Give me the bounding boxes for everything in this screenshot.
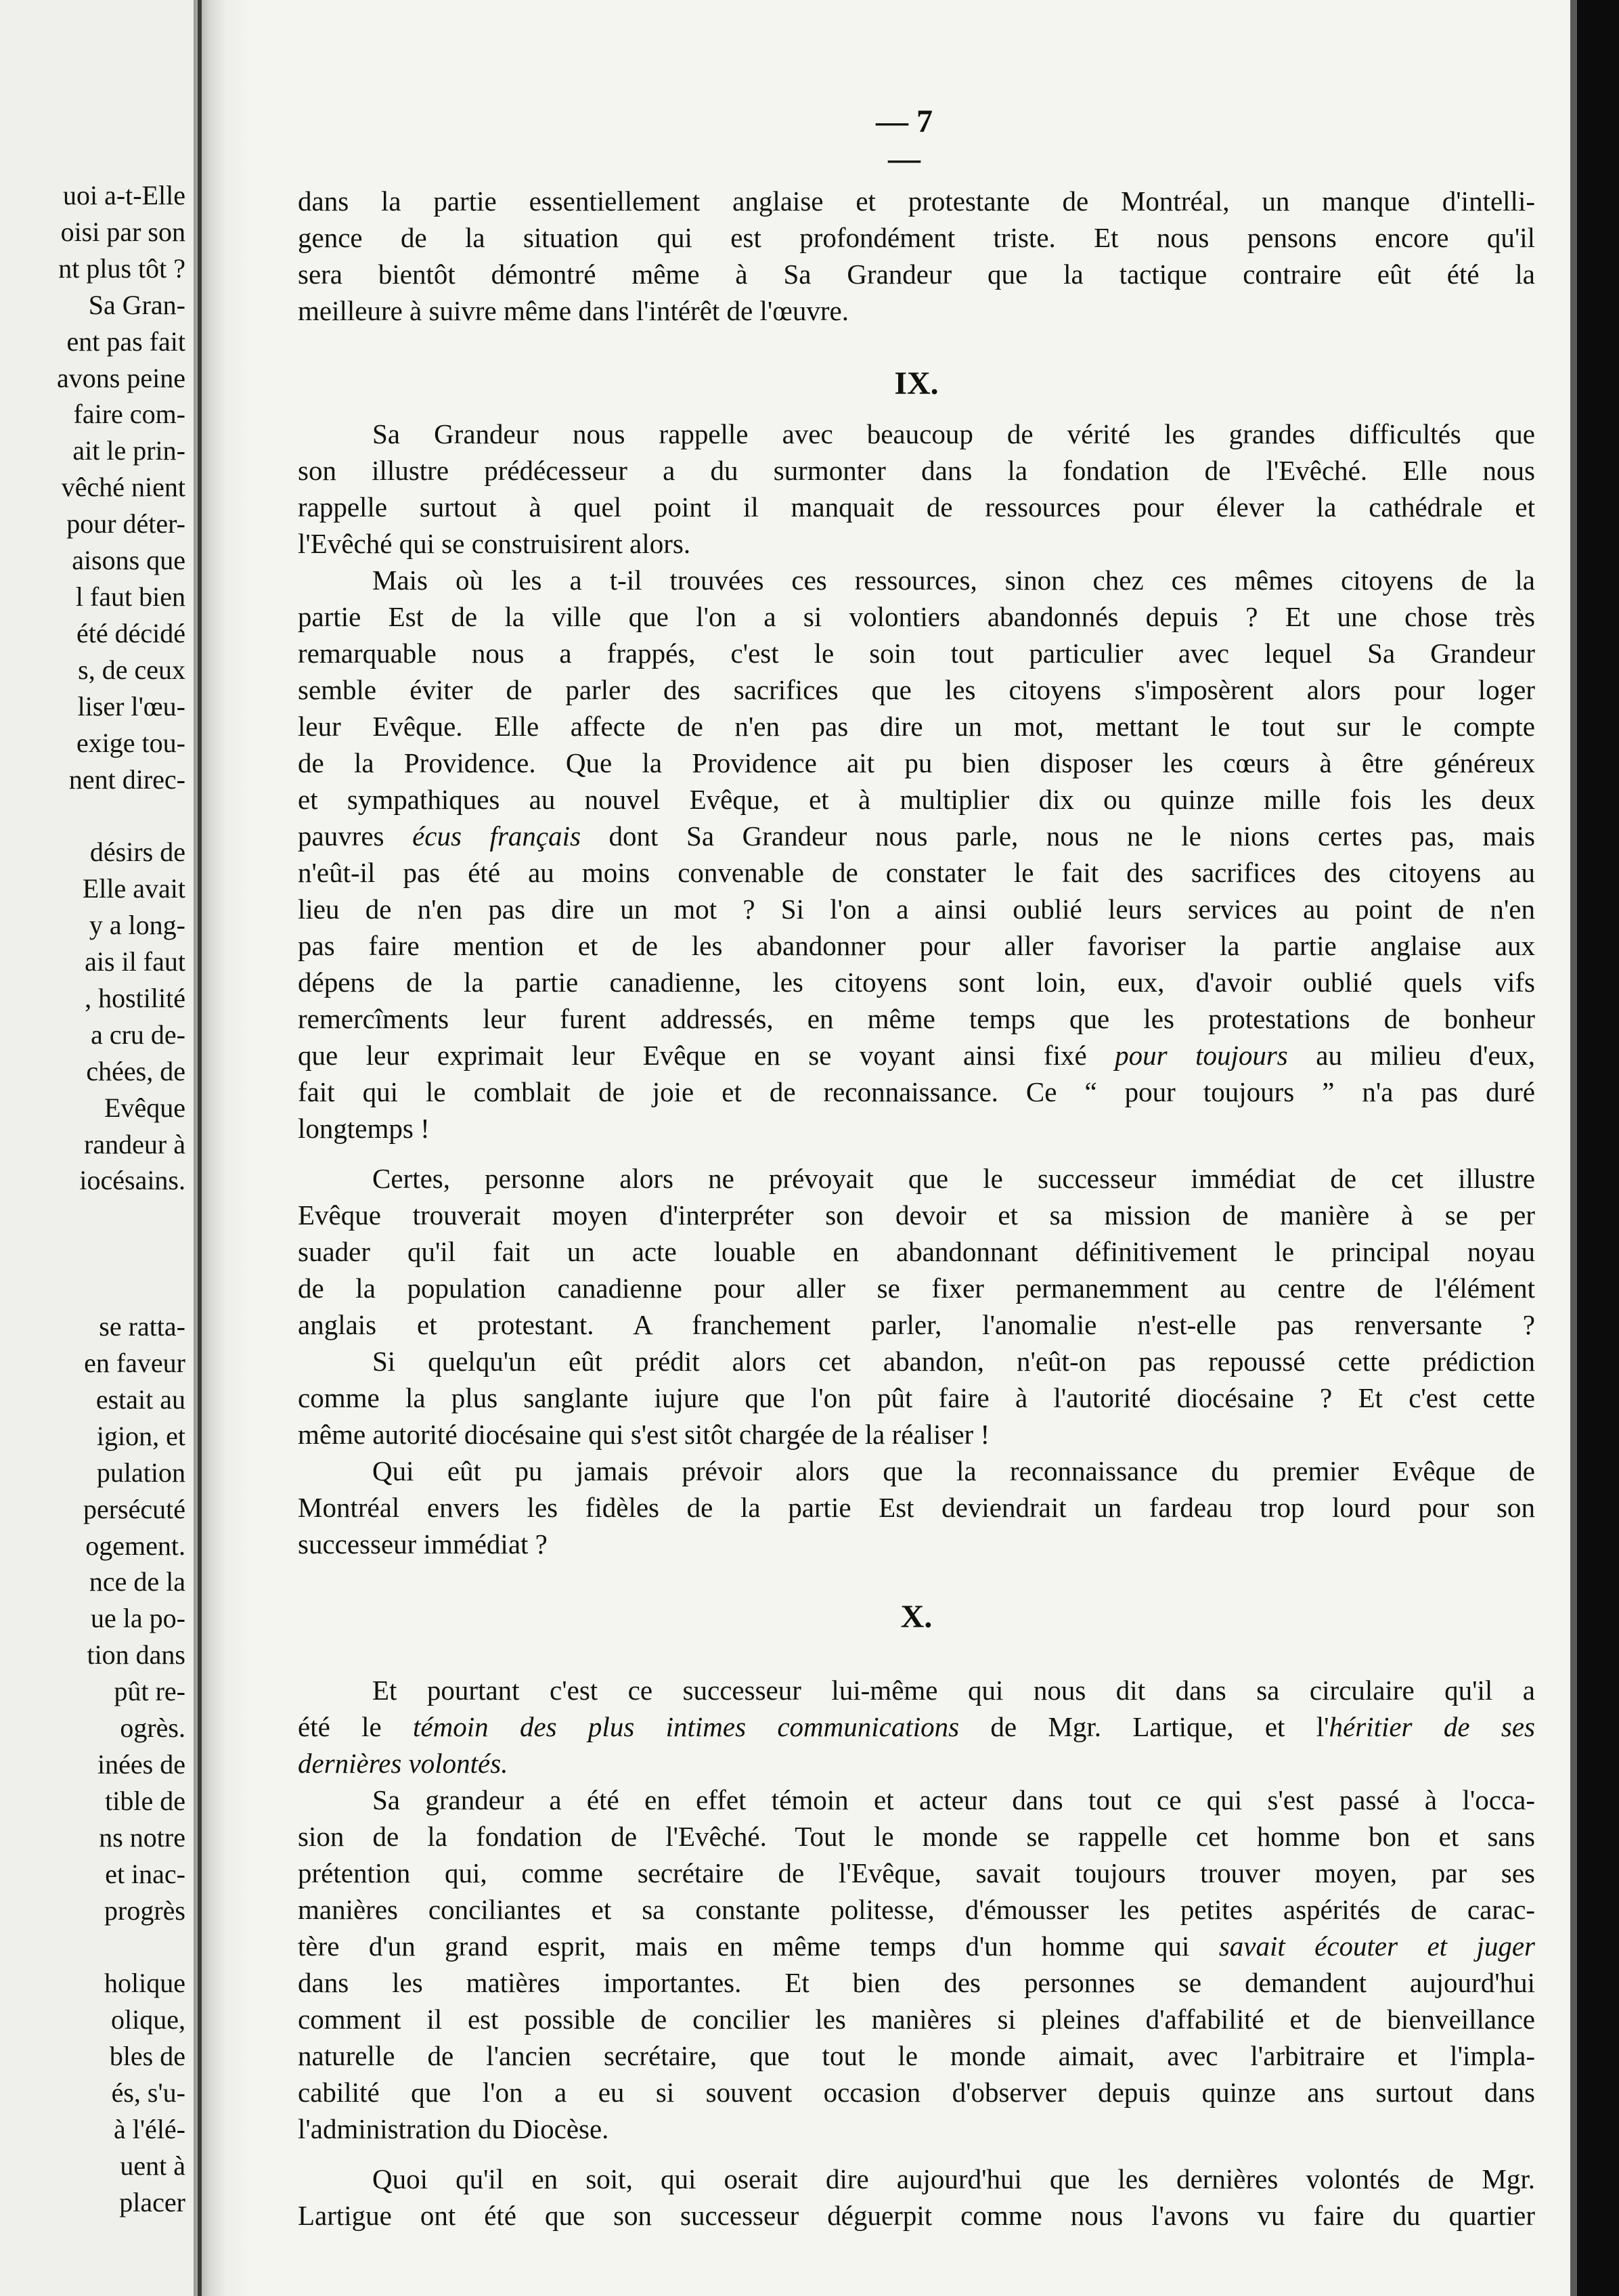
- facing-page-line: pulation: [96, 1457, 185, 1488]
- paragraph-line: leur Evêque. Elle affecte de n'en pas dire un mot, mettant le tout sur le compte: [298, 711, 1535, 742]
- paragraph-line: dépens de la partie canadienne, les citoyens sont loin, eux, d'avoir oublié quels vifs: [298, 967, 1535, 998]
- paragraph-line: Sa Grandeur nous rappelle avec beaucoup de vérité les grandes difficultés que: [372, 418, 1535, 449]
- paragraph-line: [298, 1928, 1535, 1964]
- paragraph-line: Montréal envers les fidèles de la partie Est deviendrait un fardeau trop lourd pour son: [298, 1492, 1535, 1523]
- spacer: [298, 2147, 1535, 2161]
- text-run: au milieu d'eux,: [1287, 1040, 1536, 1071]
- paragraph-line: semble éviter de parler des sacrifices que les citoyens s'imposèrent alors pour loger: [298, 674, 1535, 705]
- facing-page-line: uent à: [120, 2150, 185, 2181]
- facing-page-line: Elle avait: [82, 873, 185, 904]
- continuation-line: meilleure à suivre même dans l'intérêt de l'œuvre.: [298, 295, 849, 326]
- facing-page-line: [0, 1199, 194, 1235]
- facing-page-line: désirs de: [89, 837, 185, 868]
- facing-page-line: nent direc-: [68, 764, 185, 795]
- paragraph-line: Sa grandeur a été en effet témoin et acteur dans tout ce qui s'est passé à l'occa-: [372, 1784, 1535, 1815]
- section-heading-ix: IX.: [894, 366, 939, 401]
- facing-page-line: ent pas fait: [66, 326, 185, 357]
- paragraph-line: cabilité que l'on a eu si souvent occasion d'observer depuis quinze ans surtout dans: [298, 2077, 1535, 2108]
- facing-page-line: y a long-: [89, 910, 185, 941]
- page-edge-strip: [1570, 0, 1577, 2296]
- continuation-line: dans la partie essentiellement anglaise et protestante de Montréal, un manque d'intelli-: [298, 185, 1535, 217]
- facing-page-line: persécuté: [83, 1493, 185, 1524]
- facing-page-line: holique: [104, 1968, 185, 1999]
- facing-page-line: avons peine: [57, 362, 185, 393]
- facing-page-line: ogement.: [85, 1530, 185, 1561]
- facing-page-line: et inac-: [105, 1858, 185, 1889]
- paragraph-line: comme la plus sanglante iujure que l'on pût faire à l'autorité diocésaine ? Et c'est cette: [298, 1382, 1535, 1413]
- spacer: [298, 1635, 1535, 1672]
- paragraph-line: l'administration du Diocèse.: [298, 2113, 609, 2144]
- text-run: pauvres: [298, 820, 413, 852]
- facing-page-line: ogrès.: [120, 1713, 185, 1744]
- paragraph-line: rappelle surtout à quel point il manquait de ressources pour élever la cathédrale et: [298, 491, 1535, 523]
- paragraph-line: remercîments leur furent addressés, en même temps que les protestations de bonheur: [298, 1003, 1535, 1034]
- facing-page-line: bles de: [109, 2041, 185, 2072]
- paragraph-line: [298, 1708, 1535, 1745]
- text-run: de Mgr. Lartique, et l': [959, 1711, 1329, 1742]
- paragraph-line: et sympathiques au nouvel Evêque, et à multiplier dix ou quinze mille fois les deux: [298, 784, 1535, 815]
- facing-page-line: uoi a-t-Elle: [62, 180, 185, 211]
- facing-page-line: se ratta-: [99, 1311, 185, 1342]
- facing-page-line: tion dans: [87, 1639, 185, 1671]
- facing-page-line: iocésains.: [79, 1165, 185, 1196]
- facing-page-text-fragments: [0, 177, 194, 2221]
- paragraph-line: longtemps !: [298, 1113, 430, 1144]
- facing-page-line: [0, 1235, 194, 1272]
- paragraph-line: [298, 818, 1535, 854]
- italic-text: dernières volontés.: [298, 1748, 508, 1779]
- spacer: [298, 329, 1535, 366]
- facing-page-line: [0, 1929, 194, 1966]
- page-text: [298, 183, 1535, 2234]
- spacer: [298, 1147, 1535, 1160]
- paragraph-line: manières conciliantes et sa constante politesse, d'émousser les petites aspérités de carac-: [298, 1894, 1535, 1925]
- facing-page-line: à l'élé-: [113, 2114, 185, 2145]
- paragraph-line: Qui eût pu jamais prévoir alors que la reconnaissance du premier Evêque de: [372, 1455, 1535, 1486]
- paragraph-line: suader qu'il fait un acte louable en abandonnant définitivement le principal noyau: [298, 1236, 1535, 1267]
- paragraph-line: pas faire mention et de les abandonner pour aller favoriser la partie anglaise aux: [298, 930, 1535, 961]
- paragraph-line: de la Providence. Que la Providence ait pu bien disposer les cœurs à être généreux: [298, 747, 1535, 778]
- page-number: — 7 —: [876, 104, 933, 177]
- paragraph-line: [298, 1745, 1535, 1782]
- continuation-line: gence de la situation qui est profondément triste. Et nous pensons encore qu'il: [298, 222, 1535, 253]
- paragraph-line: Mais où les a t-il trouvées ces ressources, sinon chez ces mêmes citoyens de la: [372, 565, 1535, 596]
- facing-page-line: aisons que: [72, 545, 185, 576]
- section-heading-x: X.: [900, 1599, 933, 1635]
- facing-page-line: ais il faut: [85, 946, 185, 977]
- spacer: [298, 402, 1535, 416]
- italic-text: héritier de ses: [1329, 1711, 1535, 1742]
- text-run: dont Sa Grandeur nous parle, nous ne le nions certes pas, mais: [580, 820, 1535, 852]
- paragraph-line: l'Evêché qui se construisirent alors.: [298, 528, 691, 559]
- text-run: que leur exprimait leur Evêque en se voyant ainsi fixé: [298, 1040, 1115, 1071]
- facing-page-line: ait le prin-: [72, 435, 185, 466]
- facing-page-line: vêché nient: [61, 472, 185, 503]
- facing-page-line: randeur à: [84, 1128, 185, 1160]
- paragraph-line: anglais et protestant. A franchement parler, l'anomalie n'est-elle pas renversante ?: [298, 1309, 1535, 1340]
- facing-page-line: igion, et: [96, 1420, 185, 1451]
- paragraph-line: naturelle de l'ancien secrétaire, que tout le monde aimait, avec l'arbitraire et l'impla-: [298, 2040, 1535, 2071]
- paragraph-line: de la population canadienne pour aller se fixer permanemment au centre de l'élément: [298, 1273, 1535, 1304]
- facing-page-line: l faut bien: [75, 581, 185, 612]
- paragraph-line: Evêque trouverait moyen d'interpréter son devoir et sa mission de manière à se per: [298, 1199, 1535, 1231]
- facing-page-line: nt plus tôt ?: [58, 252, 185, 284]
- paragraph-line: Certes, personne alors ne prévoyait que le successeur immédiat de cet illustre: [372, 1163, 1535, 1194]
- facing-page-line: ns notre: [99, 1822, 185, 1853]
- facing-page-line: faire com-: [73, 399, 185, 430]
- paragraph-line: dans les matières importantes. Et bien des personnes se demandent aujourd'hui: [298, 1967, 1535, 1998]
- italic-text: savait écouter et juger: [1218, 1930, 1535, 1962]
- paragraph-line: successeur immédiat ?: [298, 1528, 548, 1560]
- paragraph-line: remarquable nous a frappés, c'est le soin tout particulier avec lequel Sa Grandeur: [298, 638, 1535, 669]
- facing-page-line: [0, 797, 194, 834]
- facing-page-line: exige tou-: [76, 727, 185, 758]
- italic-text: pour toujours: [1115, 1040, 1288, 1071]
- paragraph-line: Quoi qu'il en soit, qui oserait dire aujourd'hui que les dernières volontés de Mgr.: [372, 2163, 1535, 2194]
- paragraph-line: n'eût-il pas été au moins convenable de constater le fait des sacrifices des citoyens au: [298, 857, 1535, 888]
- paragraph-line: sion de la fondation de l'Evêché. Tout le monde se rappelle cet homme bon et sans: [298, 1821, 1535, 1852]
- paragraph-line: même autorité diocésaine qui s'est sitôt chargée de la réaliser !: [298, 1419, 990, 1450]
- facing-page-line: a cru de-: [91, 1019, 185, 1050]
- facing-page-line: pût re-: [114, 1676, 185, 1707]
- paragraph-line: [298, 1037, 1535, 1074]
- facing-page-line: , hostilité: [85, 982, 185, 1013]
- paragraph-line: son illustre prédécesseur a du surmonter dans la fondation de l'Evêché. Elle nous: [298, 455, 1535, 486]
- facing-page-line: oisi par son: [60, 216, 185, 247]
- facing-page-line: tible de: [105, 1785, 185, 1816]
- paragraph-line: comment il est possible de concilier les manières si pleines d'affabilité et de bienveillance: [298, 2004, 1535, 2035]
- gutter-rule: [198, 0, 202, 2296]
- facing-page-line: en faveur: [84, 1348, 185, 1378]
- continuation-line: sera bientôt démontré même à Sa Grandeur que la tactique contraire eût été la: [298, 259, 1535, 290]
- facing-page-line: s, de ceux: [78, 654, 185, 685]
- facing-page-line: progrès: [104, 1895, 185, 1926]
- italic-text: témoin des plus intimes communications: [413, 1711, 960, 1742]
- paragraph-line: Et pourtant c'est ce successeur lui-même qui nous dit dans sa circulaire qu'il a: [372, 1675, 1535, 1706]
- facing-page-line: Evêque: [104, 1092, 185, 1123]
- paragraph-line: Si quelqu'un eût prédit alors cet abandon, n'eût-on pas repoussé cette prédiction: [372, 1346, 1535, 1377]
- facing-page-line: és, s'u-: [111, 2077, 185, 2109]
- text-run: été le: [298, 1711, 414, 1742]
- italic-text: écus français: [412, 820, 581, 852]
- page-edge-shadow: [1570, 0, 1619, 2296]
- text-run: tère d'un grand esprit, mais en même temps d'un homme qui: [298, 1930, 1219, 1962]
- facing-page-line: ue la po-: [91, 1603, 185, 1634]
- spacer: [298, 1562, 1535, 1599]
- facing-page-line: placer: [119, 2186, 185, 2217]
- facing-page-line: olique,: [111, 2004, 185, 2035]
- book-gutter: [194, 0, 248, 2296]
- facing-page-line: inées de: [97, 1748, 185, 1780]
- facing-page-left: [0, 0, 194, 2296]
- facing-page-line: Sa Gran-: [88, 289, 185, 320]
- paragraph-line: prétention qui, comme secrétaire de l'Evêque, savait toujours trouver moyen, par ses: [298, 1857, 1535, 1889]
- facing-page-line: nce de la: [89, 1566, 185, 1597]
- paragraph-line: Lartigue ont été que son successeur déguerpit comme nous l'avons vu faire du quartier: [298, 2200, 1535, 2231]
- facing-page-line: estait au: [95, 1384, 185, 1415]
- facing-page-line: chées, de: [86, 1055, 185, 1086]
- paragraph-line: fait qui le comblait de joie et de reconnaissance. Ce “ pour toujours ” n'a pas duré: [298, 1076, 1535, 1107]
- paragraph-line: lieu de n'en pas dire un mot ? Si l'on a ainsi oublié leurs services au point de n'en: [298, 893, 1535, 925]
- paragraph-line: partie Est de la ville que l'on a si volontiers abandonnés depuis ? Et une chose très: [298, 601, 1535, 632]
- facing-page-line: pour déter-: [66, 508, 185, 539]
- facing-page-line: été décidé: [76, 617, 185, 648]
- facing-page-line: liser l'œu-: [77, 690, 185, 722]
- facing-page-line: [0, 1272, 194, 1308]
